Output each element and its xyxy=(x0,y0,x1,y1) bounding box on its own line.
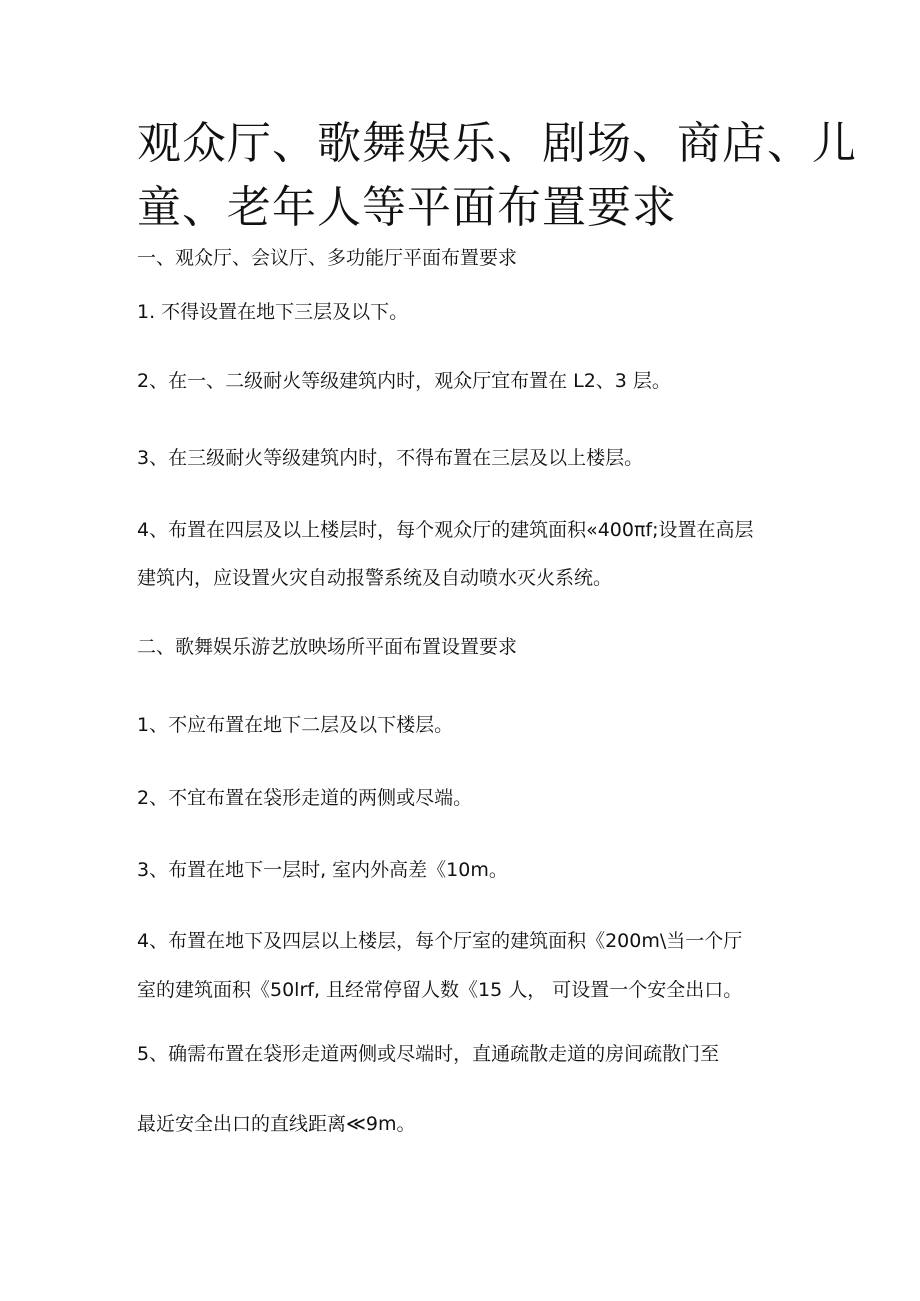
section-2-item-1: 1、不应布置在地下二层及以下楼层。 xyxy=(137,714,454,736)
section-1-item-4-continued: 建筑内，应设置火灾自动报警系统及自动喷水灭火系统。 xyxy=(137,567,613,589)
section-2-item-5-continued: 最近安全出口的直线距离≪9m。 xyxy=(137,1113,416,1135)
page-title xyxy=(137,112,857,240)
section-2-item-4-continued: 室的建筑面积《50lrf, 且经常停留人数《15 人， 可设置一个安全出口。 xyxy=(137,979,743,1001)
section-2-heading: 二、歌舞娱乐游艺放映场所平面布置设置要求 xyxy=(137,636,518,658)
section-1-heading: 一、观众厅、会议厅、多功能厅平面布置要求 xyxy=(137,247,518,269)
section-2-item-3: 3、布置在地下一层时, 室内外高差《10m。 xyxy=(137,859,508,881)
section-1-item-1: 1. 不得设置在地下三层及以下。 xyxy=(137,301,409,323)
section-1-item-4: 4、布置在四层及以上楼层时，每个观众厅的建筑面积«400πf;设置在高层 xyxy=(137,519,754,541)
title-line-2: 童、老年人等平面布置要求 xyxy=(137,182,677,233)
section-2-item-4: 4、布置在地下及四层以上楼层，每个厅室的建筑面积《200m\当一个厅 xyxy=(137,930,743,952)
title-line-1: 观众厅、歌舞娱乐、剧场、商店、儿 xyxy=(137,118,857,169)
section-2-item-2: 2、不宜布置在袋形走道的两侧或尽端。 xyxy=(137,787,473,809)
section-1-item-2: 2、在一、二级耐火等级建筑内时，观众厅宜布置在 L2、3 层。 xyxy=(137,370,671,392)
section-2-item-5: 5、确需布置在袋形走道两侧或尽端时，直通疏散走道的房间疏散门至 xyxy=(137,1043,720,1065)
section-1-item-3: 3、在三级耐火等级建筑内时，不得布置在三层及以上楼层。 xyxy=(137,447,644,469)
